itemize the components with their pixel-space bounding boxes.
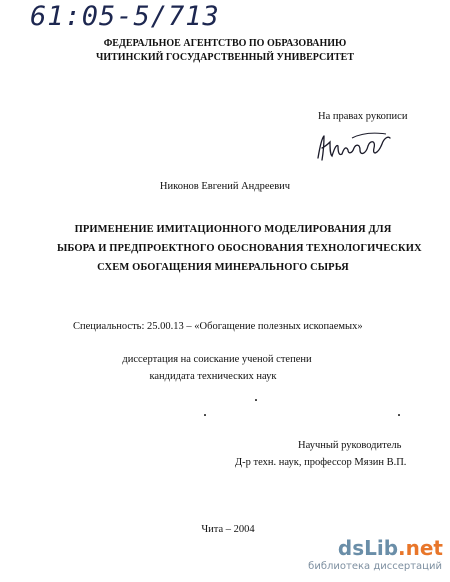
supervisor-label: Научный руководитель	[298, 440, 402, 451]
manuscript-rights-label: На правах рукописи	[318, 111, 408, 122]
degree-line-1: диссертация на соискание ученой степени	[122, 354, 312, 365]
logo-ds-text: ds	[337, 536, 365, 560]
dslib-subtitle: библиотека диссертаций	[308, 561, 442, 572]
author-signature	[312, 128, 392, 168]
dslib-logo	[338, 536, 443, 560]
university-name: ЧИТИНСКИЙ ГОСУДАРСТВЕННЫЙ УНИВЕРСИТЕТ	[96, 52, 354, 63]
scan-dot	[398, 414, 400, 416]
title-line-2: ЫБОРА И ПРЕДПРОЕКТНОГО ОБОСНОВАНИЯ ТЕХНОЛОГИЧЕСКИХ	[57, 243, 422, 254]
logo-net-text: .net	[398, 536, 443, 560]
scan-dot	[255, 399, 257, 401]
place-year: Чита – 2004	[201, 524, 255, 535]
degree-line-2: кандидата технических наук	[149, 371, 277, 382]
handwritten-catalog-number: 61:05-5/713	[30, 1, 220, 32]
title-line-3: СХЕМ ОБОГАЩЕНИЯ МИНЕРАЛЬНОГО СЫРЬЯ	[97, 262, 349, 273]
author-name: Никонов Евгений Андреевич	[159, 181, 291, 192]
title-line-1: ПРИМЕНЕНИЕ ИМИТАЦИОННОГО МОДЕЛИРОВАНИЯ ДЛЯ	[74, 224, 392, 235]
logo-lib-text: Lib	[364, 536, 399, 560]
scan-dot	[204, 414, 206, 416]
supervisor-name: Д-р техн. наук, профессор Мязин В.П.	[235, 457, 407, 468]
agency-name: ФЕДЕРАЛЬНОЕ АГЕНТСТВО ПО ОБРАЗОВАНИЮ	[103, 38, 347, 49]
specialty-line: Специальность: 25.00.13 – «Обогащение полезных ископаемых»	[73, 321, 363, 332]
